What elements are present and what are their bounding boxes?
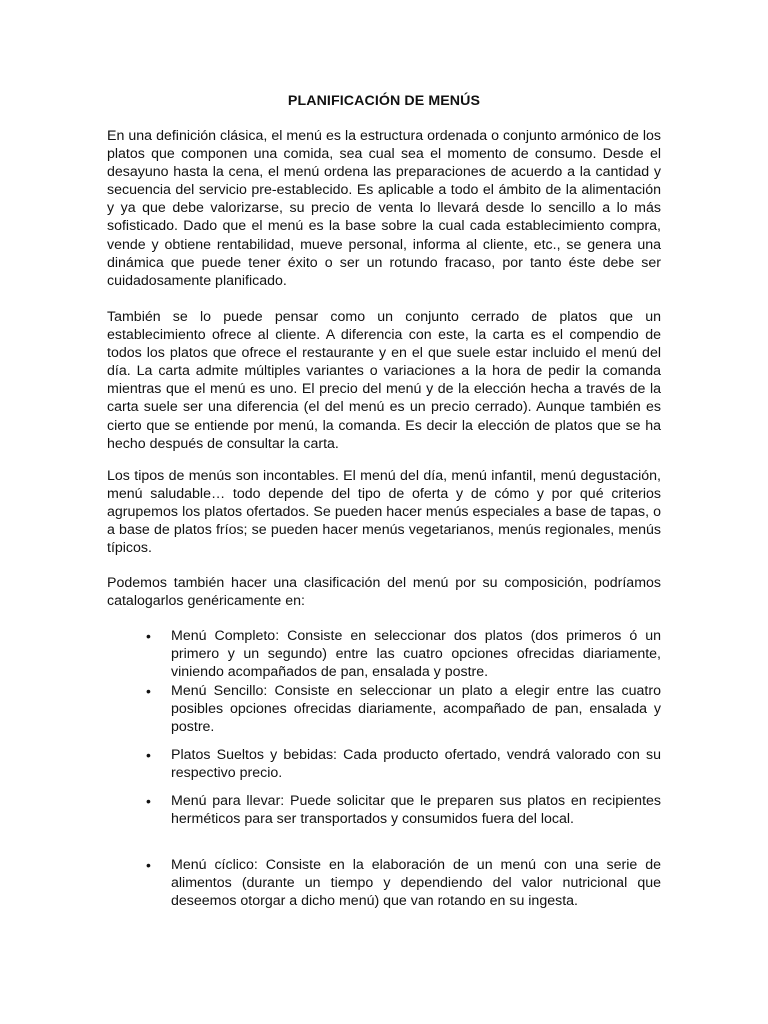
- bullet-icon: •: [146, 747, 151, 763]
- bullet-icon: •: [146, 793, 151, 809]
- list-item-text: Menú Completo: Consiste en seleccionar dos platos (dos primeros ó un primero y un segundo) entre las cuatro opciones ofrecidas diariamente, viniendo acompañados de pan, ensalada y postre.: [171, 628, 661, 681]
- paragraph-tipos: Los tipos de menús son incontables. El menú del día, menú infantil, menú degustación, menú saludable… todo depende del tipo de oferta y de cómo y por qué criterios agrupemos los platos ofertados. Se pueden hacer menús especiales a base de tapas, o a base de platos fríos; se pueden hacer menús vegetarianos, menús regionales, menús típicos.: [107, 468, 661, 557]
- paragraph-carta: También se lo puede pensar como un conjunto cerrado de platos que un establecimiento ofrece al cliente. A diferencia con este, la carta es el compendio de todos los platos que ofrece el restaurante y en el que suele estar incluido el menú del día. La carta admite múltiples variantes o variaciones a la hora de pedir la comanda mientras que el menú es uno. El precio del menú y de la elección hecha a través de la carta suele ser una diferencia (el del menú es un precio cerrado). Aunque también es cierto que se entiende por menú, la comanda. Es decir la elección de platos que se ha hecho después de consultar la carta.: [107, 309, 661, 452]
- list-item-text: Menú para llevar: Puede solicitar que le preparen sus platos en recipientes herméticos para ser transportados y consumidos fuera del local.: [171, 793, 661, 828]
- bullet-icon: •: [146, 628, 151, 644]
- document-title: PLANIFICACIÓN DE MENÚS: [287, 93, 481, 109]
- bullet-icon: •: [146, 857, 151, 873]
- paragraph-definition: En una definición clásica, el menú es la estructura ordenada o conjunto armónico de los platos que componen una comida, sea cual sea el momento de consumo. Desde el desayuno hasta la cena, el menú ordena las preparaciones de acuerdo a la cantidad y secuencia del servicio pre-establecido. Es aplicable a todo el ámbito de la alimentación y ya que debe valorizarse, su precio de venta lo llevará desde lo sencillo a lo más sofisticado. Dado que el menú es la base sobre la cual cada establecimiento compra, vende y obtiene rentabilidad, mueve personal, informa al cliente, etc., se genera una dinámica que puede tener éxito o ser un rotundo fracaso, por tanto éste debe ser cuidadosamente planificado.: [107, 128, 661, 289]
- paragraph-clasificacion: Podemos también hacer una clasificación del menú por su composición, podríamos catalogarlos genéricamente en:: [107, 575, 661, 610]
- list-item-text: Menú Sencillo: Consiste en seleccionar un plato a elegir entre las cuatro posibles opciones ofrecidas diariamente, acompañado de pan, ensalada y postre.: [171, 683, 661, 736]
- bullet-icon: •: [146, 683, 151, 699]
- list-item-text: Platos Sueltos y bebidas: Cada producto ofertado, vendrá valorado con su respectivo precio.: [171, 747, 661, 782]
- list-item-text: Menú cíclico: Consiste en la elaboración de un menú con una serie de alimentos (durante un tiempo y dependiendo del valor nutricional que deseemos otorgar a dicho menú) que van rotando en su ingesta.: [171, 857, 661, 910]
